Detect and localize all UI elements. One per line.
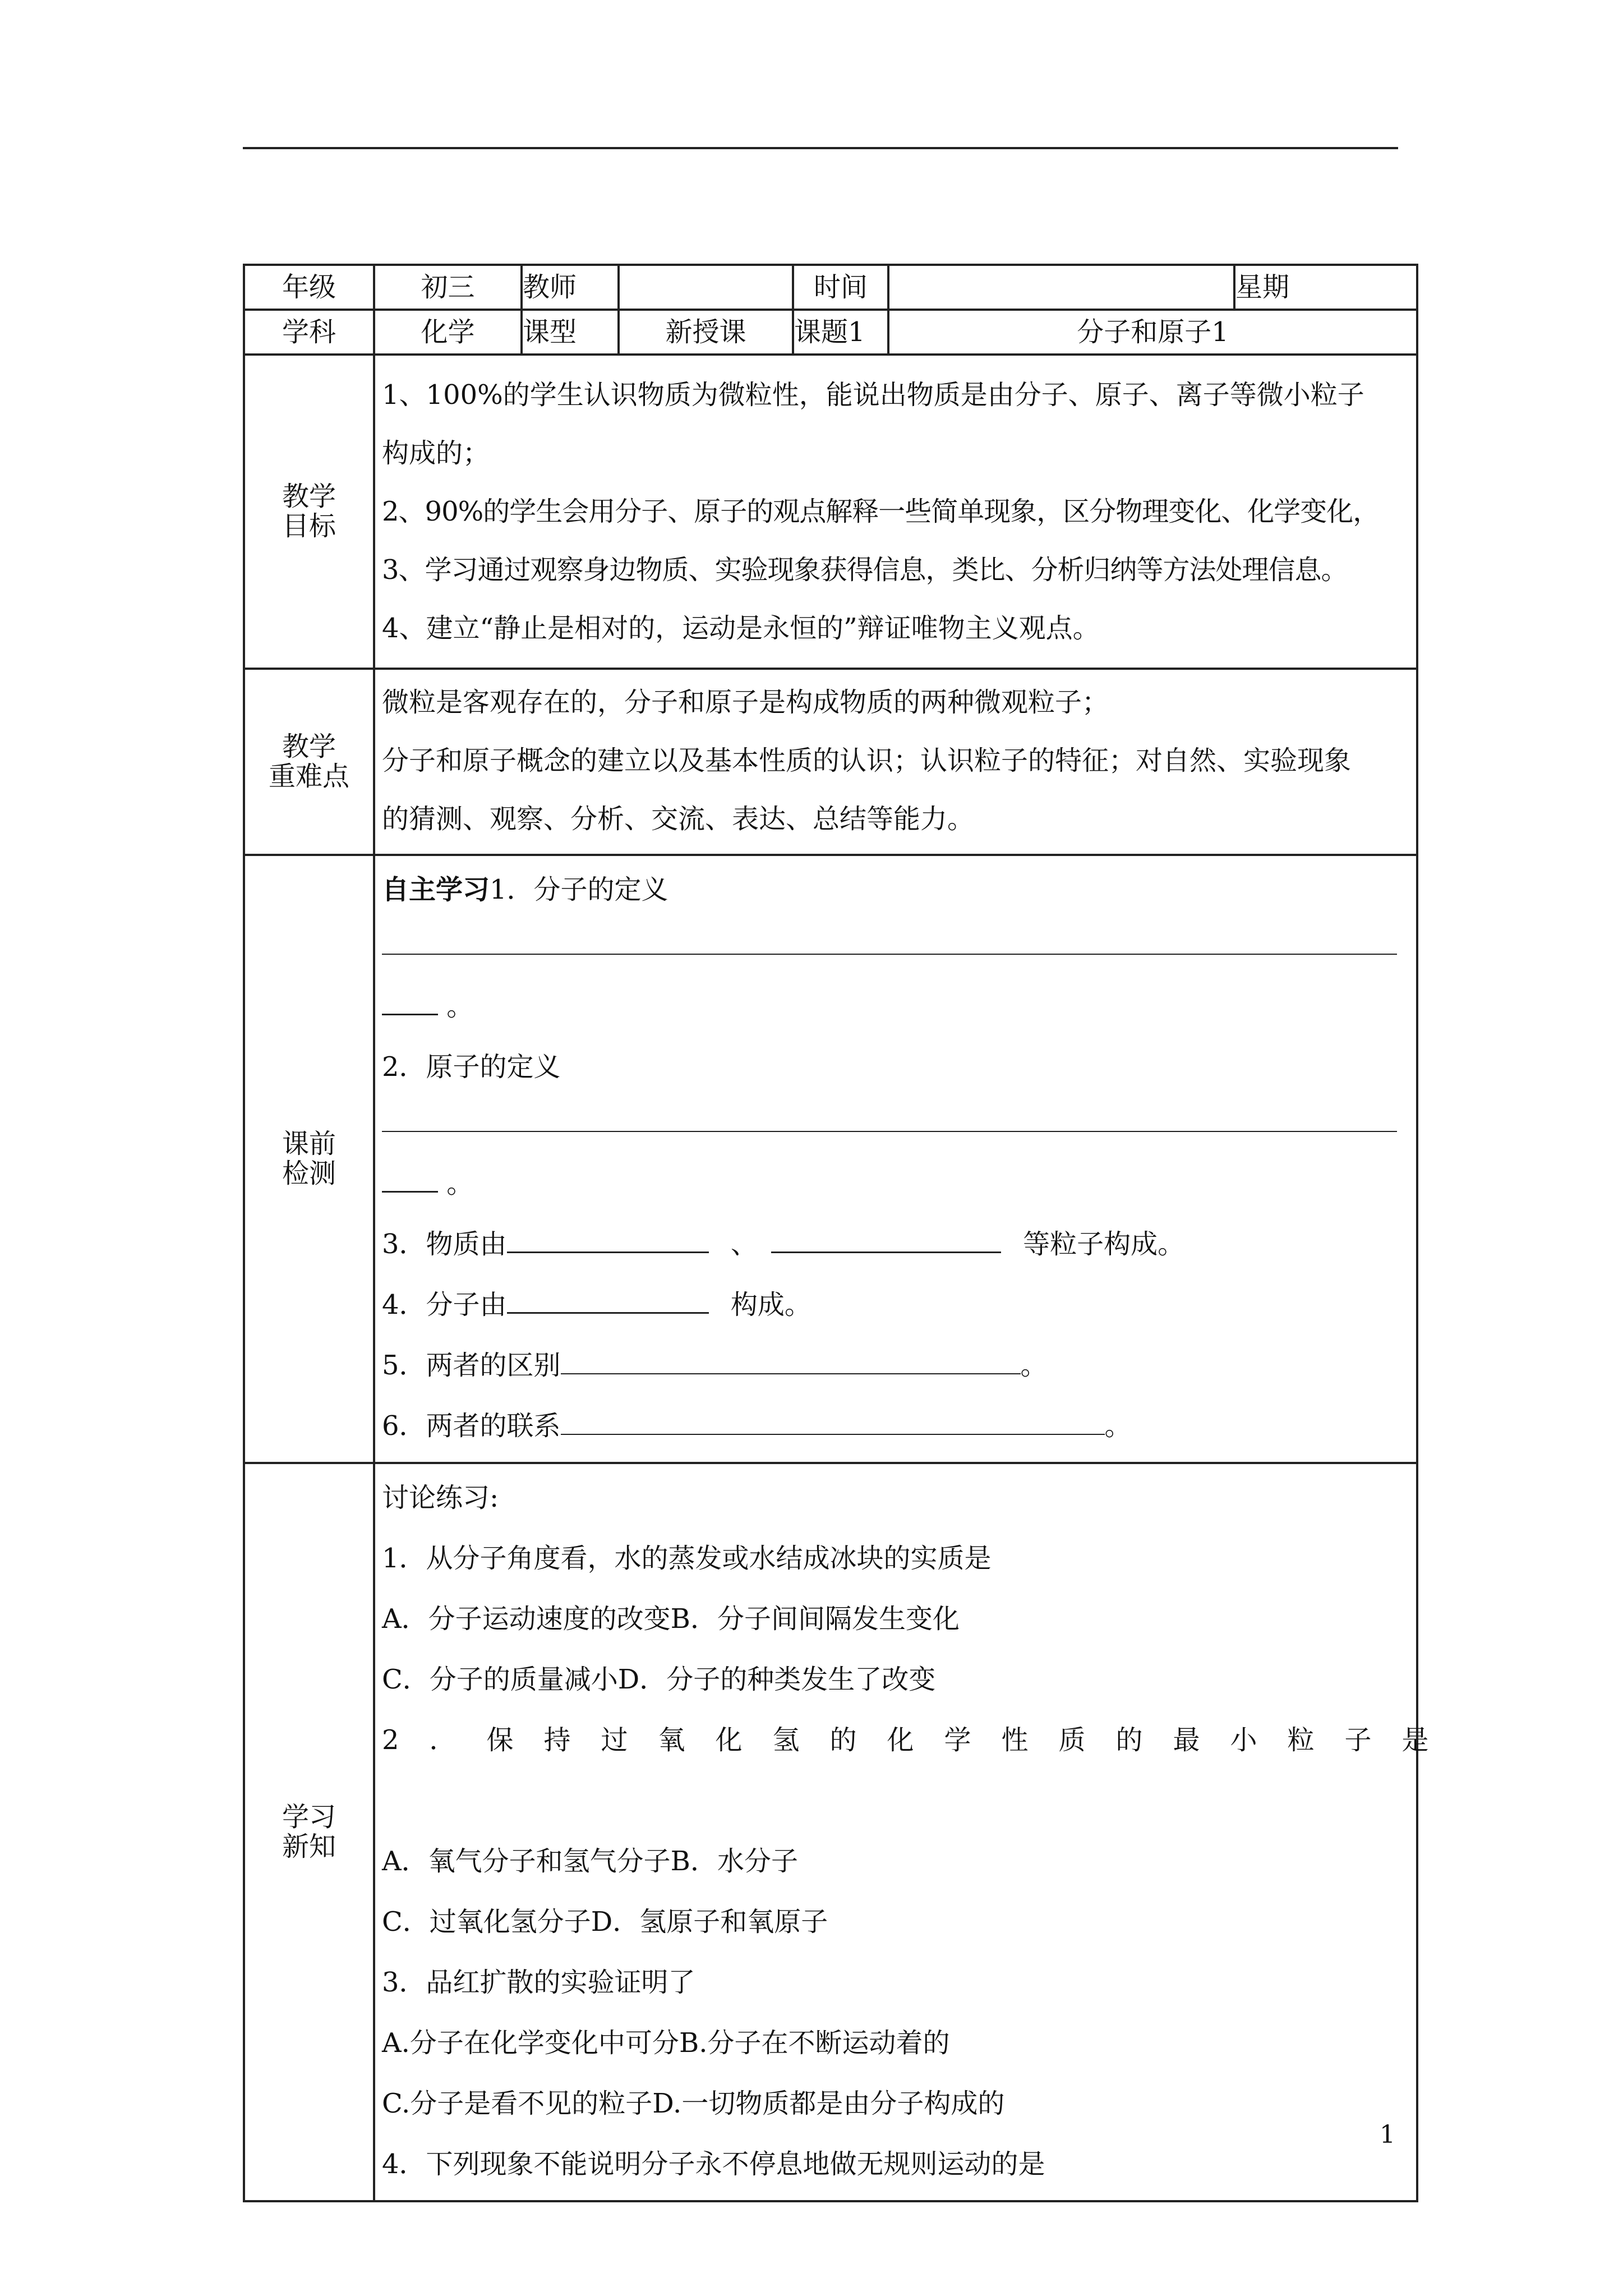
q2-end: 。 <box>446 1168 474 1199</box>
key-point-line: 的猜测、观察、分析、交流、表达、总结等能力。 <box>382 803 975 835</box>
nk-q1-options-cd <box>382 1649 1412 1710</box>
pre-check-label <box>244 855 374 1463</box>
lesson-plan-table <box>243 264 1459 2202</box>
q6 <box>382 1396 1412 1456</box>
answer-blank <box>382 1131 1397 1132</box>
objective-line: 构成的； <box>382 438 490 469</box>
option-c: C．过氧化氢分子 <box>382 1906 591 1938</box>
key-point-line: 微粒是客观存在的，分子和原子是构成物质的两种微观粒子； <box>382 687 1109 718</box>
option-d: D．分子的种类发生了改变 <box>617 1664 936 1695</box>
q4 <box>382 1274 1412 1335</box>
q3-end: 等粒子构成。 <box>1023 1228 1185 1260</box>
objective-line: 3、学习通过观察身边物质、实验现象获得信息，类比、分析归纳等方法处理信息。 <box>382 554 1348 586</box>
key-points-label-line1: 教学 <box>282 731 336 763</box>
nk-q4: 4．下列现象不能说明分子永不停息地做无规则运动的是 <box>382 2148 1045 2180</box>
q5 <box>382 1335 1412 1396</box>
key-points-label <box>244 669 374 855</box>
q1-end: 。 <box>446 991 474 1022</box>
objective-line: 2、90%的学生会用分子、原子的观点解释一些简单现象，区分物理变化、化学变化， <box>382 496 1380 527</box>
pre-check-label-line2: 检测 <box>282 1158 336 1189</box>
nk-q3-options-ab <box>382 2013 1412 2073</box>
lesson-type-value: 新授课 <box>619 310 793 355</box>
answer-blank <box>507 1312 709 1314</box>
grade-label: 年级 <box>244 265 374 310</box>
nk-q2-options-ab <box>382 1831 1412 1892</box>
objectives-content <box>374 355 1417 669</box>
key-points-content <box>374 669 1417 855</box>
objective-line: 4、建立“静止是相对的，运动是永恒的”辩证唯物主义观点。 <box>382 613 1100 644</box>
q1-answer-line <box>382 920 1412 976</box>
option-d: D.一切物质都是由分子构成的 <box>652 2088 1005 2119</box>
weekday-label: 星期 <box>1234 265 1417 310</box>
nk-q2-spacer <box>382 1770 1412 1831</box>
key-points-label-line2: 重难点 <box>268 761 349 792</box>
q2-answer-end <box>382 1153 1412 1214</box>
discussion-intro: 讨论练习: <box>382 1482 499 1513</box>
option-d: D．氢原子和氧原子 <box>591 1906 828 1938</box>
header-row-1 <box>244 265 1417 310</box>
time-label: 时间 <box>793 265 888 310</box>
subject-value: 化学 <box>374 310 522 355</box>
answer-blank <box>382 954 1397 955</box>
q5-end: 。 <box>1020 1350 1048 1381</box>
option-b: B．水分子 <box>670 1846 798 1877</box>
new-knowledge-label-line1: 学习 <box>282 1801 336 1833</box>
pre-check-content <box>374 855 1417 1463</box>
q3-start: 3．物质由 <box>382 1228 507 1260</box>
q2-text: 2．原子的定义 <box>382 1051 561 1083</box>
time-value <box>888 265 1234 310</box>
answer-blank <box>382 1191 438 1193</box>
teacher-label: 教师 <box>522 265 619 310</box>
q4-end: 构成。 <box>730 1289 811 1320</box>
objectives-label-line1: 教学 <box>282 481 336 513</box>
q1-text: 1．分子的定义 <box>490 874 668 905</box>
pre-check-q1 <box>382 859 1412 920</box>
q2-answer-line <box>382 1097 1412 1153</box>
pre-check-label-line1: 课前 <box>282 1128 336 1160</box>
q5-start: 5．两者的区别 <box>382 1350 561 1381</box>
nk-q2: 2．保持过氧化氢的化学性质的最小粒子是 <box>382 1724 1459 1756</box>
header-rule <box>243 147 1398 149</box>
new-knowledge-label <box>244 1463 374 2201</box>
answer-blank <box>771 1251 1001 1253</box>
nk-q3-options-cd <box>382 2073 1412 2134</box>
header-row-2 <box>244 310 1417 355</box>
nk-q2-options-cd <box>382 1892 1412 1952</box>
grade-value: 初三 <box>374 265 522 310</box>
option-b: B.分子在不断运动着的 <box>679 2027 950 2059</box>
answer-blank <box>561 1373 1021 1374</box>
nk-q3: 3．品红扩散的实验证明了 <box>382 1967 695 1998</box>
q6-end: 。 <box>1104 1410 1132 1442</box>
q3-mid: 、 <box>730 1228 758 1260</box>
nk-q1-options-ab <box>382 1589 1412 1649</box>
page-number: 1 <box>1380 2120 1395 2149</box>
q1-answer-end <box>382 976 1412 1037</box>
objectives-label <box>244 355 374 669</box>
topic-value: 分子和原子1 <box>888 310 1417 355</box>
topic-label: 课题1 <box>793 310 888 355</box>
answer-blank <box>561 1434 1105 1435</box>
pre-check-row <box>244 855 1417 1463</box>
new-knowledge-row <box>244 1463 1417 2201</box>
key-points-row <box>244 669 1417 855</box>
option-c: C．分子的质量减小 <box>382 1664 618 1695</box>
teacher-value <box>619 265 793 310</box>
key-point-line: 分子和原子概念的建立以及基本性质的认识；认识粒子的特征；对自然、实验现象 <box>382 745 1352 776</box>
option-a: A.分子在化学变化中可分 <box>382 2027 679 2059</box>
q4-start: 4．分子由 <box>382 1289 507 1320</box>
nk-q1: 1．从分子角度看，水的蒸发或水结成冰块的实质是 <box>382 1543 992 1574</box>
option-b: B．分子间间隔发生变化 <box>670 1603 960 1635</box>
option-a: A．分子运动速度的改变 <box>382 1603 671 1635</box>
new-knowledge-content <box>374 1463 1459 2201</box>
q3 <box>382 1214 1412 1274</box>
option-c: C.分子是看不见的粒子 <box>382 2088 653 2119</box>
subject-label: 学科 <box>244 310 374 355</box>
objectives-row <box>244 355 1417 669</box>
objective-line: 1、100%的学生认识物质为微粒性，能说出物质是由分子、原子、离子等微小粒子 <box>382 379 1364 411</box>
answer-blank <box>382 1014 438 1015</box>
objectives-label-line2: 目标 <box>282 510 336 542</box>
lesson-type-label: 课型 <box>522 310 619 355</box>
self-study-heading: 自主学习 <box>382 874 490 905</box>
new-knowledge-label-line2: 新知 <box>282 1831 336 1862</box>
option-a: A．氧气分子和氢气分子 <box>382 1846 671 1877</box>
answer-blank <box>507 1251 709 1253</box>
q6-start: 6．两者的联系 <box>382 1410 561 1442</box>
